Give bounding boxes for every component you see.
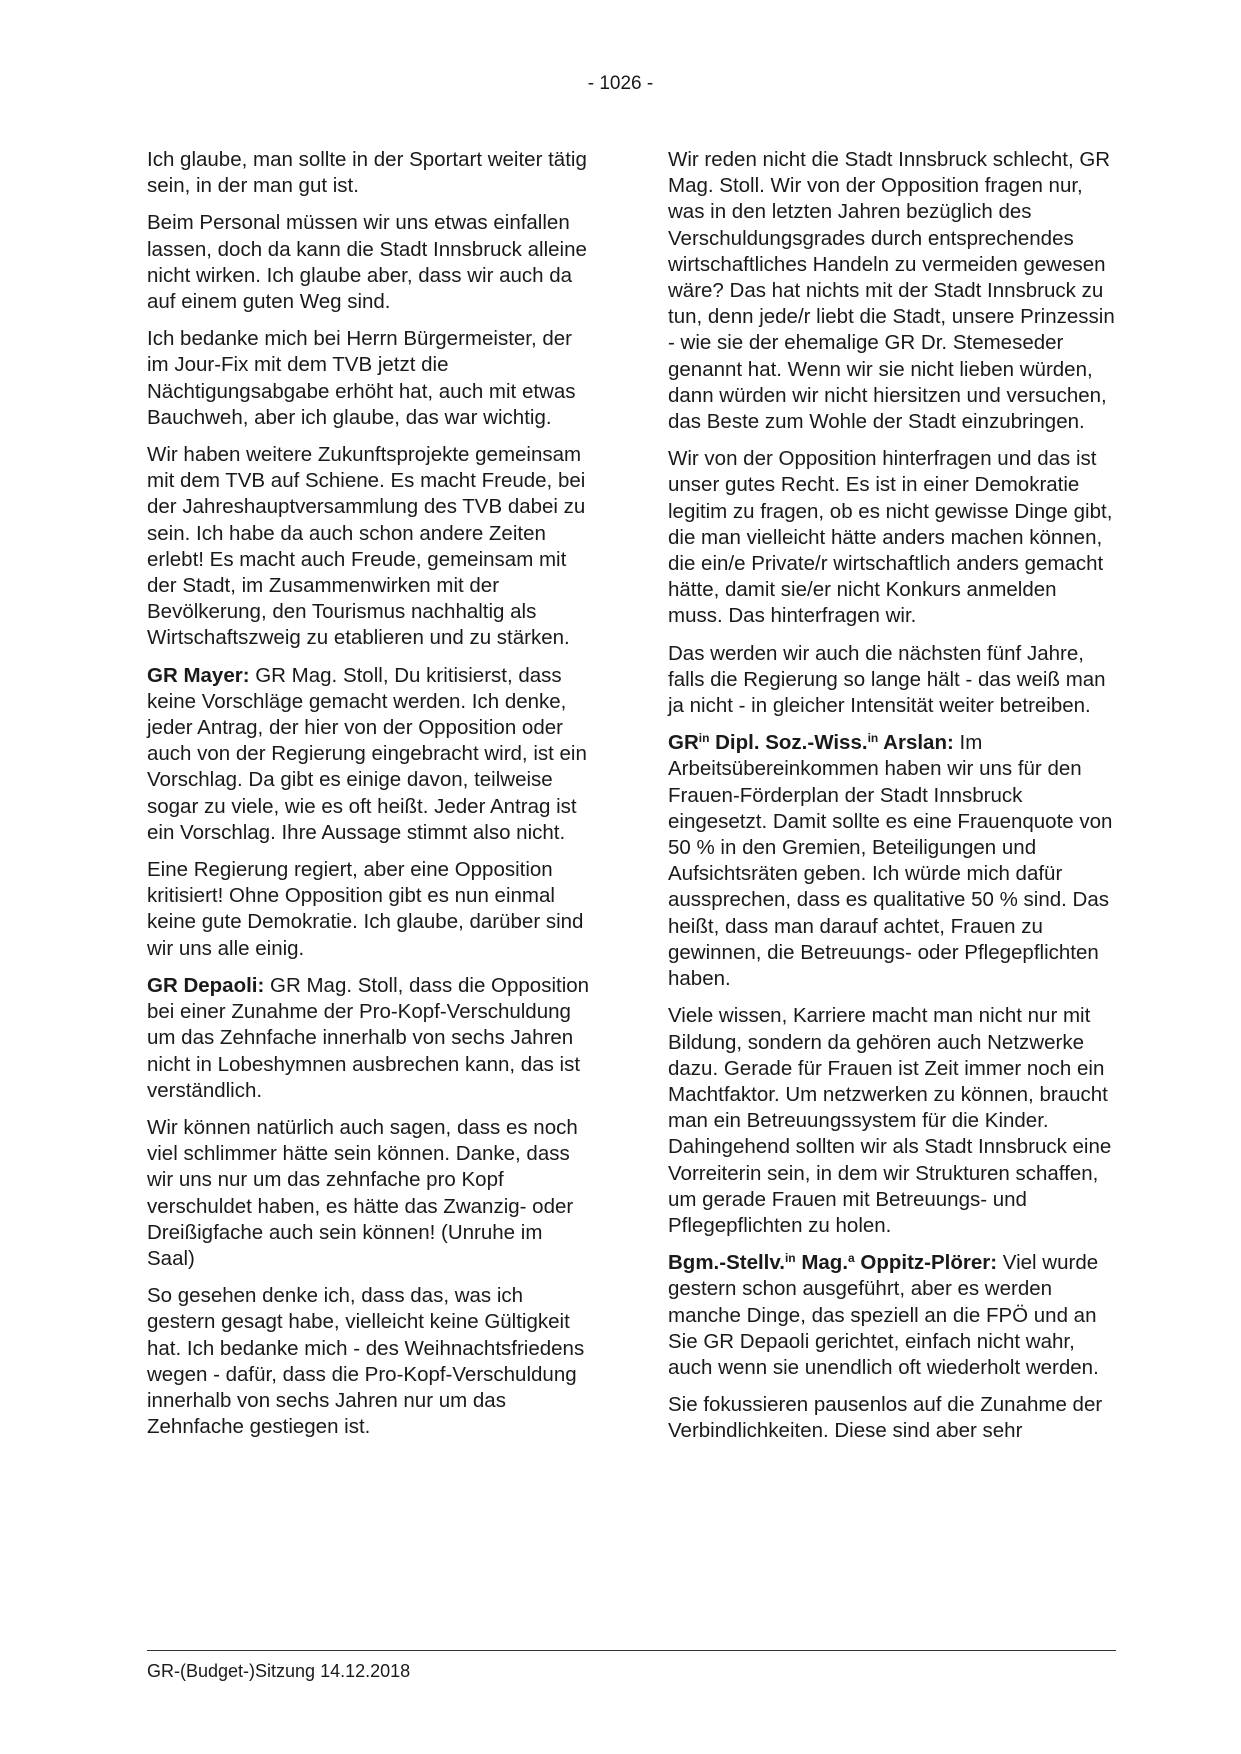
speaker-title: GR bbox=[668, 731, 699, 755]
speaker-title: Bgm.-Stellv. bbox=[668, 1251, 785, 1275]
speech-paragraph bbox=[668, 1250, 1116, 1381]
speaker-name: GR Depaoli: bbox=[147, 973, 265, 997]
speaker-title: Mag. bbox=[795, 1251, 849, 1275]
speech-text: Viel wurde gestern schon ausgeführt, aber es werden manche Dinge, das speziell an die FPÖ und an Sie GR Depaoli gerichtet, einfach nicht wahr, auch wenn sie unendlich oft wiederholt werden. bbox=[668, 1251, 1099, 1379]
paragraph: Eine Regierung regiert, aber eine Opposition kritisiert! Ohne Opposition gibt es nun einmal keine gute Demokratie. Ich glaube, darüber sind wir uns alle einig. bbox=[147, 858, 584, 960]
speaker-surname: Oppitz-Plörer: bbox=[854, 1251, 998, 1275]
paragraph: Viele wissen, Karriere macht man nicht nur mit Bildung, sondern da gehören auch Netzwerke dazu. Gerade für Frauen ist Zeit immer noch ein Machtfaktor. Um netzwerken zu können, braucht man ein Betreuungssystem für die Kinder. Dahingehend sollten wir als Stadt Innsbruck eine Vorreiterin sein, in dem wir Strukturen schaffen, um gerade Frauen mit Betreuungs- und Pflegepflichten zu holen. bbox=[668, 1004, 1112, 1237]
page-number: - 1026 - bbox=[587, 73, 654, 94]
paragraph: Wir können natürlich auch sagen, dass es noch viel schlimmer hätte sein können. Danke, dass wir uns nur um das zehnfache pro Kopf verschuldet haben, es hätte das Zwanzig- oder Dreißigfache auch sein können! (Unruhe im Saal) bbox=[147, 1115, 578, 1270]
paragraph: Ich glaube, man sollte in der Sportart weiter tätig sein, in der man gut ist. bbox=[147, 148, 587, 198]
left-column bbox=[147, 147, 595, 1451]
speaker-suffix: in bbox=[698, 731, 710, 746]
speaker-suffix: in bbox=[867, 731, 879, 746]
speaker-name bbox=[668, 1251, 997, 1274]
speech-paragraph bbox=[147, 973, 595, 1104]
footer-session-label: GR-(Budget-)Sitzung 14.12.2018 bbox=[147, 1661, 411, 1681]
paragraph: Ich bedanke mich bei Herrn Bürgermeister, der im Jour-Fix mit dem TVB jetzt die Nächtigungsabgabe erhöht hat, auch mit etwas Bauchweh, aber ich glaube, das war wichtig. bbox=[147, 327, 576, 429]
speaker-title: Dipl. Soz.-Wiss. bbox=[709, 731, 868, 755]
speech-text: GR Mag. Stoll, dass die Opposition bei einer Zunahme der Pro-Kopf-Verschuldung um das Zehnfache innerhalb von sechs Jahren nicht in Lobeshymnen ausbrechen kann, das ist verständlich. bbox=[147, 973, 590, 1102]
paragraph: Wir haben weitere Zukunftsprojekte gemeinsam mit dem TVB auf Schiene. Es macht Freude, bei der Jahreshauptversammlung des TVB dabei zu sein. Ich habe da auch schon andere Zeiten erlebt! Es macht auch Freude, gemeinsam mit der Stadt, im Zusammenwirken mit der Bevölkerung, den Tourismus nachhaltig als Wirtschaftszweig zu etablieren und zu stärken. bbox=[147, 443, 586, 650]
speaker-surname: Arslan: bbox=[878, 731, 954, 755]
paragraph: Wir von der Opposition hinterfragen und das ist unser gutes Recht. Es ist in einer Demokratie legitim zu fragen, ob es nicht gewisse Dinge gibt, die man vielleicht hätte anders machen können, die ein/e Private/r wirtschaftlich anders gemacht hätte, damit sie/er nicht Konkurs anmelden muss. Das hinterfragen wir. bbox=[668, 447, 1113, 628]
speaker-suffix: a bbox=[848, 1251, 855, 1266]
paragraph: Das werden wir auch die nächsten fünf Jahre, falls die Regierung so lange hält - das weiß man ja nicht - in gleicher Intensität weiter betreiben. bbox=[668, 641, 1106, 718]
speech-paragraph bbox=[147, 663, 595, 846]
paragraph: Beim Personal müssen wir uns etwas einfallen lassen, doch da kann die Stadt Innsbruck alleine nicht wirken. Ich glaube aber, dass wir auch da auf einem guten Weg sind. bbox=[147, 211, 587, 314]
paragraph: So gesehen denke ich, dass das, was ich gestern gesagt habe, vielleicht keine Gültigkeit hat. Ich bedanke mich - des Weihnachtsfriedens wegen - dafür, dass die Pro-Kopf-Verschuldung innerhalb von sechs Jahren nur um das Zehnfache gestiegen ist. bbox=[147, 1284, 585, 1439]
paragraph: Sie fokussieren pausenlos auf die Zunahme der Verbindlichkeiten. Diese sind aber sehr bbox=[668, 1393, 1103, 1443]
speaker-suffix: in bbox=[784, 1251, 796, 1266]
speech-paragraph bbox=[668, 730, 1116, 992]
speech-text: Im Arbeitsübereinkommen haben wir uns für den Frauen-Förderplan der Stadt Innsbruck eingesetzt. Damit sollte es eine Frauenquote von 50 % in den Gremien, Beteiligungen und Aufsichtsräten geben. Ich würde mich dafür aussprechen, dass es qualitative 50 % sind. Das heißt, dass man darauf achtet, Frauen zu gewinnen, die Betreuungs- oder Pflegepflichten haben. bbox=[668, 731, 1113, 991]
speech-text: GR Mag. Stoll, Du kritisierst, dass keine Vorschläge gemacht werden. Ich denke, jeder Antrag, der hier von der Opposition oder auch von der Regierung eingebracht wird, ist ein Vorschlag. Da gibt es einige davon, teilweise sogar zu viele, wie es oft heißt. Jeder Antrag ist ein Vorschlag. Ihre Aussage stimmt also nicht. bbox=[147, 663, 587, 844]
right-column bbox=[668, 147, 1116, 1456]
speaker-name bbox=[668, 731, 954, 754]
speaker-name: GR Mayer: bbox=[147, 663, 250, 687]
paragraph: Wir reden nicht die Stadt Innsbruck schlecht, GR Mag. Stoll. Wir von der Opposition fragen nur, was in den letzten Jahren bezüglich des Verschuldungsgrades durch entsprechendes wirtschaftliches Handeln zu vermeiden gewesen wäre? Das hat nichts mit der Stadt Innsbruck zu tun, denn jede/r liebt die Stadt, unsere Prinzessin - wie sie der ehemalige GR Dr. Stemeseder genannt hat. Wenn wir sie nicht lieben würden, dann würden wir nicht hiersitzen und versuchen, das Beste zum Wohle der Stadt einzubringen. bbox=[668, 148, 1115, 434]
footer-divider bbox=[147, 1650, 1116, 1651]
